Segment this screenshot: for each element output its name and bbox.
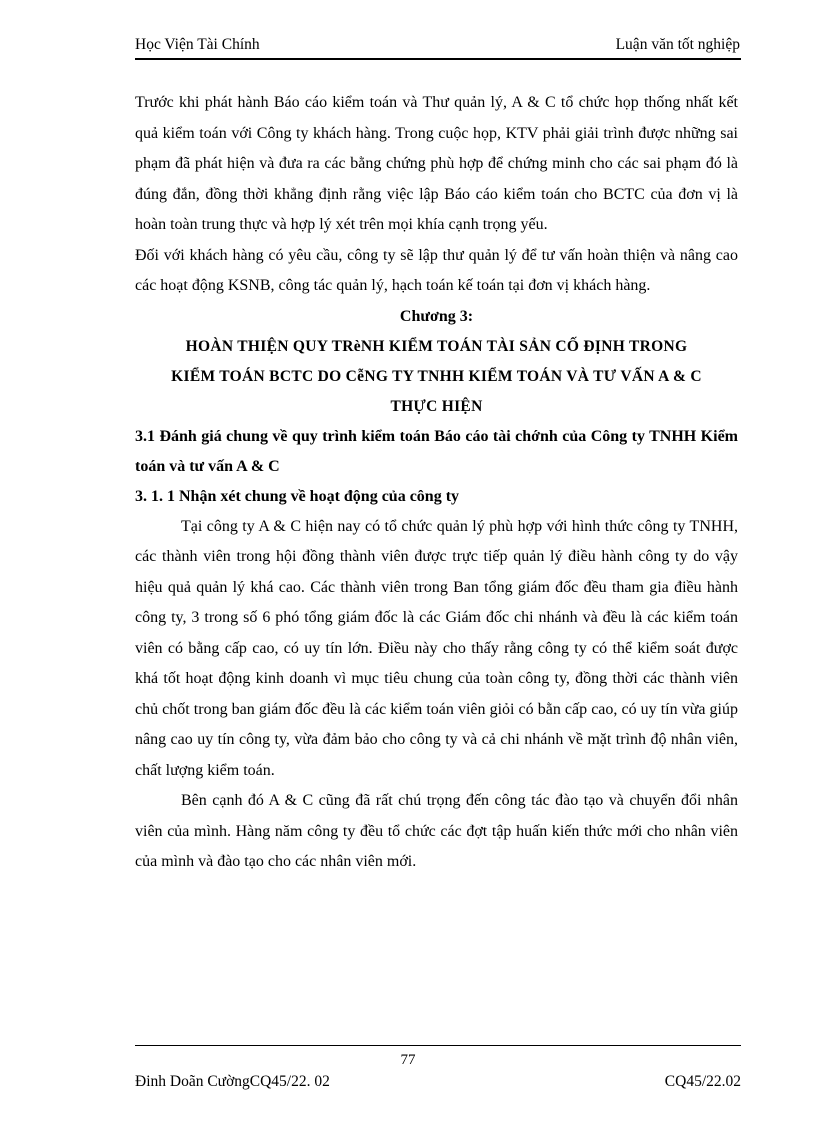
section-heading-3-1: 3.1 Đánh giá chung về quy trình kiểm toán Báo cáo tài chớnh của Công ty TNHH Kiểm toán và tư vấn A & C — [135, 427, 738, 475]
paragraph-management-letter: Đối với khách hàng có yêu cầu, công ty sẽ lập thư quản lý để tư vấn hoàn thiện và nâng cao các hoạt động KSNB, công tác quản lý, hạch toán kế toán tại đơn vị khách hàng. — [135, 246, 738, 294]
footer-author: Đinh Doãn CườngCQ45/22. 02 — [135, 1073, 330, 1090]
header-institution: Học Viện Tài Chính — [135, 36, 260, 53]
page-header — [135, 36, 740, 58]
chapter-title-line-3: THỰC HIỆN — [390, 397, 483, 415]
chapter-title-line-2: KIỂM TOÁN BCTC DO CễNG TY TNHH KIỂM TOÁN VÀ TƯ VẤN A & C — [171, 367, 702, 385]
page-body — [135, 88, 738, 878]
header-divider — [135, 58, 741, 60]
footer-divider — [135, 1045, 741, 1046]
paragraph-company-overview: Tại công ty A & C hiện nay có tổ chức quản lý phù hợp với hình thức công ty TNHH, các thành viên trong hội đồng thành viên được trực tiếp quản lý điều hành công ty do vậy hiệu quả quản lý khá cao. Các thành viên trong Ban tổng giám đốc đều tham gia điều hành công ty, 3 trong số 6 phó tổng giám đốc là các Giám đốc chi nhánh và đều là các kiểm toán viên có bằng cấp cao, có uy tín lớn. Điều này cho thấy rằng công ty có thể kiểm soát được khá tốt hoạt động kinh doanh vì mục tiêu chung của toàn công ty, đồng thời các thành viên chủ chốt trong ban giám đốc đều là các kiểm toán viên giỏi có bằn cấp cao, có uy tín vừa giúp nâng cao uy tín công ty, vừa đảm bảo cho công ty và cả chi nhánh về mặt trình độ nhân viên, chất lượng kiểm toán. — [135, 517, 738, 779]
paragraph-staff-training: Bên cạnh đó A & C cũng đã rất chú trọng đến công tác đào tạo và chuyển đổi nhân viên của mình. Hàng năm công ty đều tổ chức các đợt tập huấn kiến thức mới cho nhân viên của mình và đào tạo cho các nhân viên mới. — [135, 792, 738, 870]
header-doc-type: Luận văn tốt nghiệp — [615, 36, 740, 53]
paragraph-report-meeting: Trước khi phát hành Báo cáo kiểm toán và Thư quản lý, A & C tổ chức họp thống nhất kết quả kiểm toán với Công ty khách hàng. Trong cuộc họp, KTV phải giải trình được những sai phạm đã phát hiện và đưa ra các bằng chứng phù hợp để chứng minh cho các sai phạm đó là đúng đắn, đồng thời khẳng định rằng việc lập Báo cáo kiểm toán cho BCTC của đơn vị là hoàn toàn trung thực và hợp lý xét trên mọi khía cạnh trọng yếu. — [135, 94, 738, 233]
section-heading-3-1-1: 3. 1. 1 Nhận xét chung về hoạt động của công ty — [135, 487, 460, 505]
chapter-title-line-1: HOÀN THIỆN QUY TRèNH KIỂM TOÁN TÀI SẢN CỐ ĐỊNH TRONG — [185, 337, 688, 355]
chapter-label: Chương 3: — [399, 307, 474, 325]
footer-class-code: CQ45/22.02 — [664, 1073, 741, 1090]
page-number: 77 — [400, 1052, 416, 1068]
